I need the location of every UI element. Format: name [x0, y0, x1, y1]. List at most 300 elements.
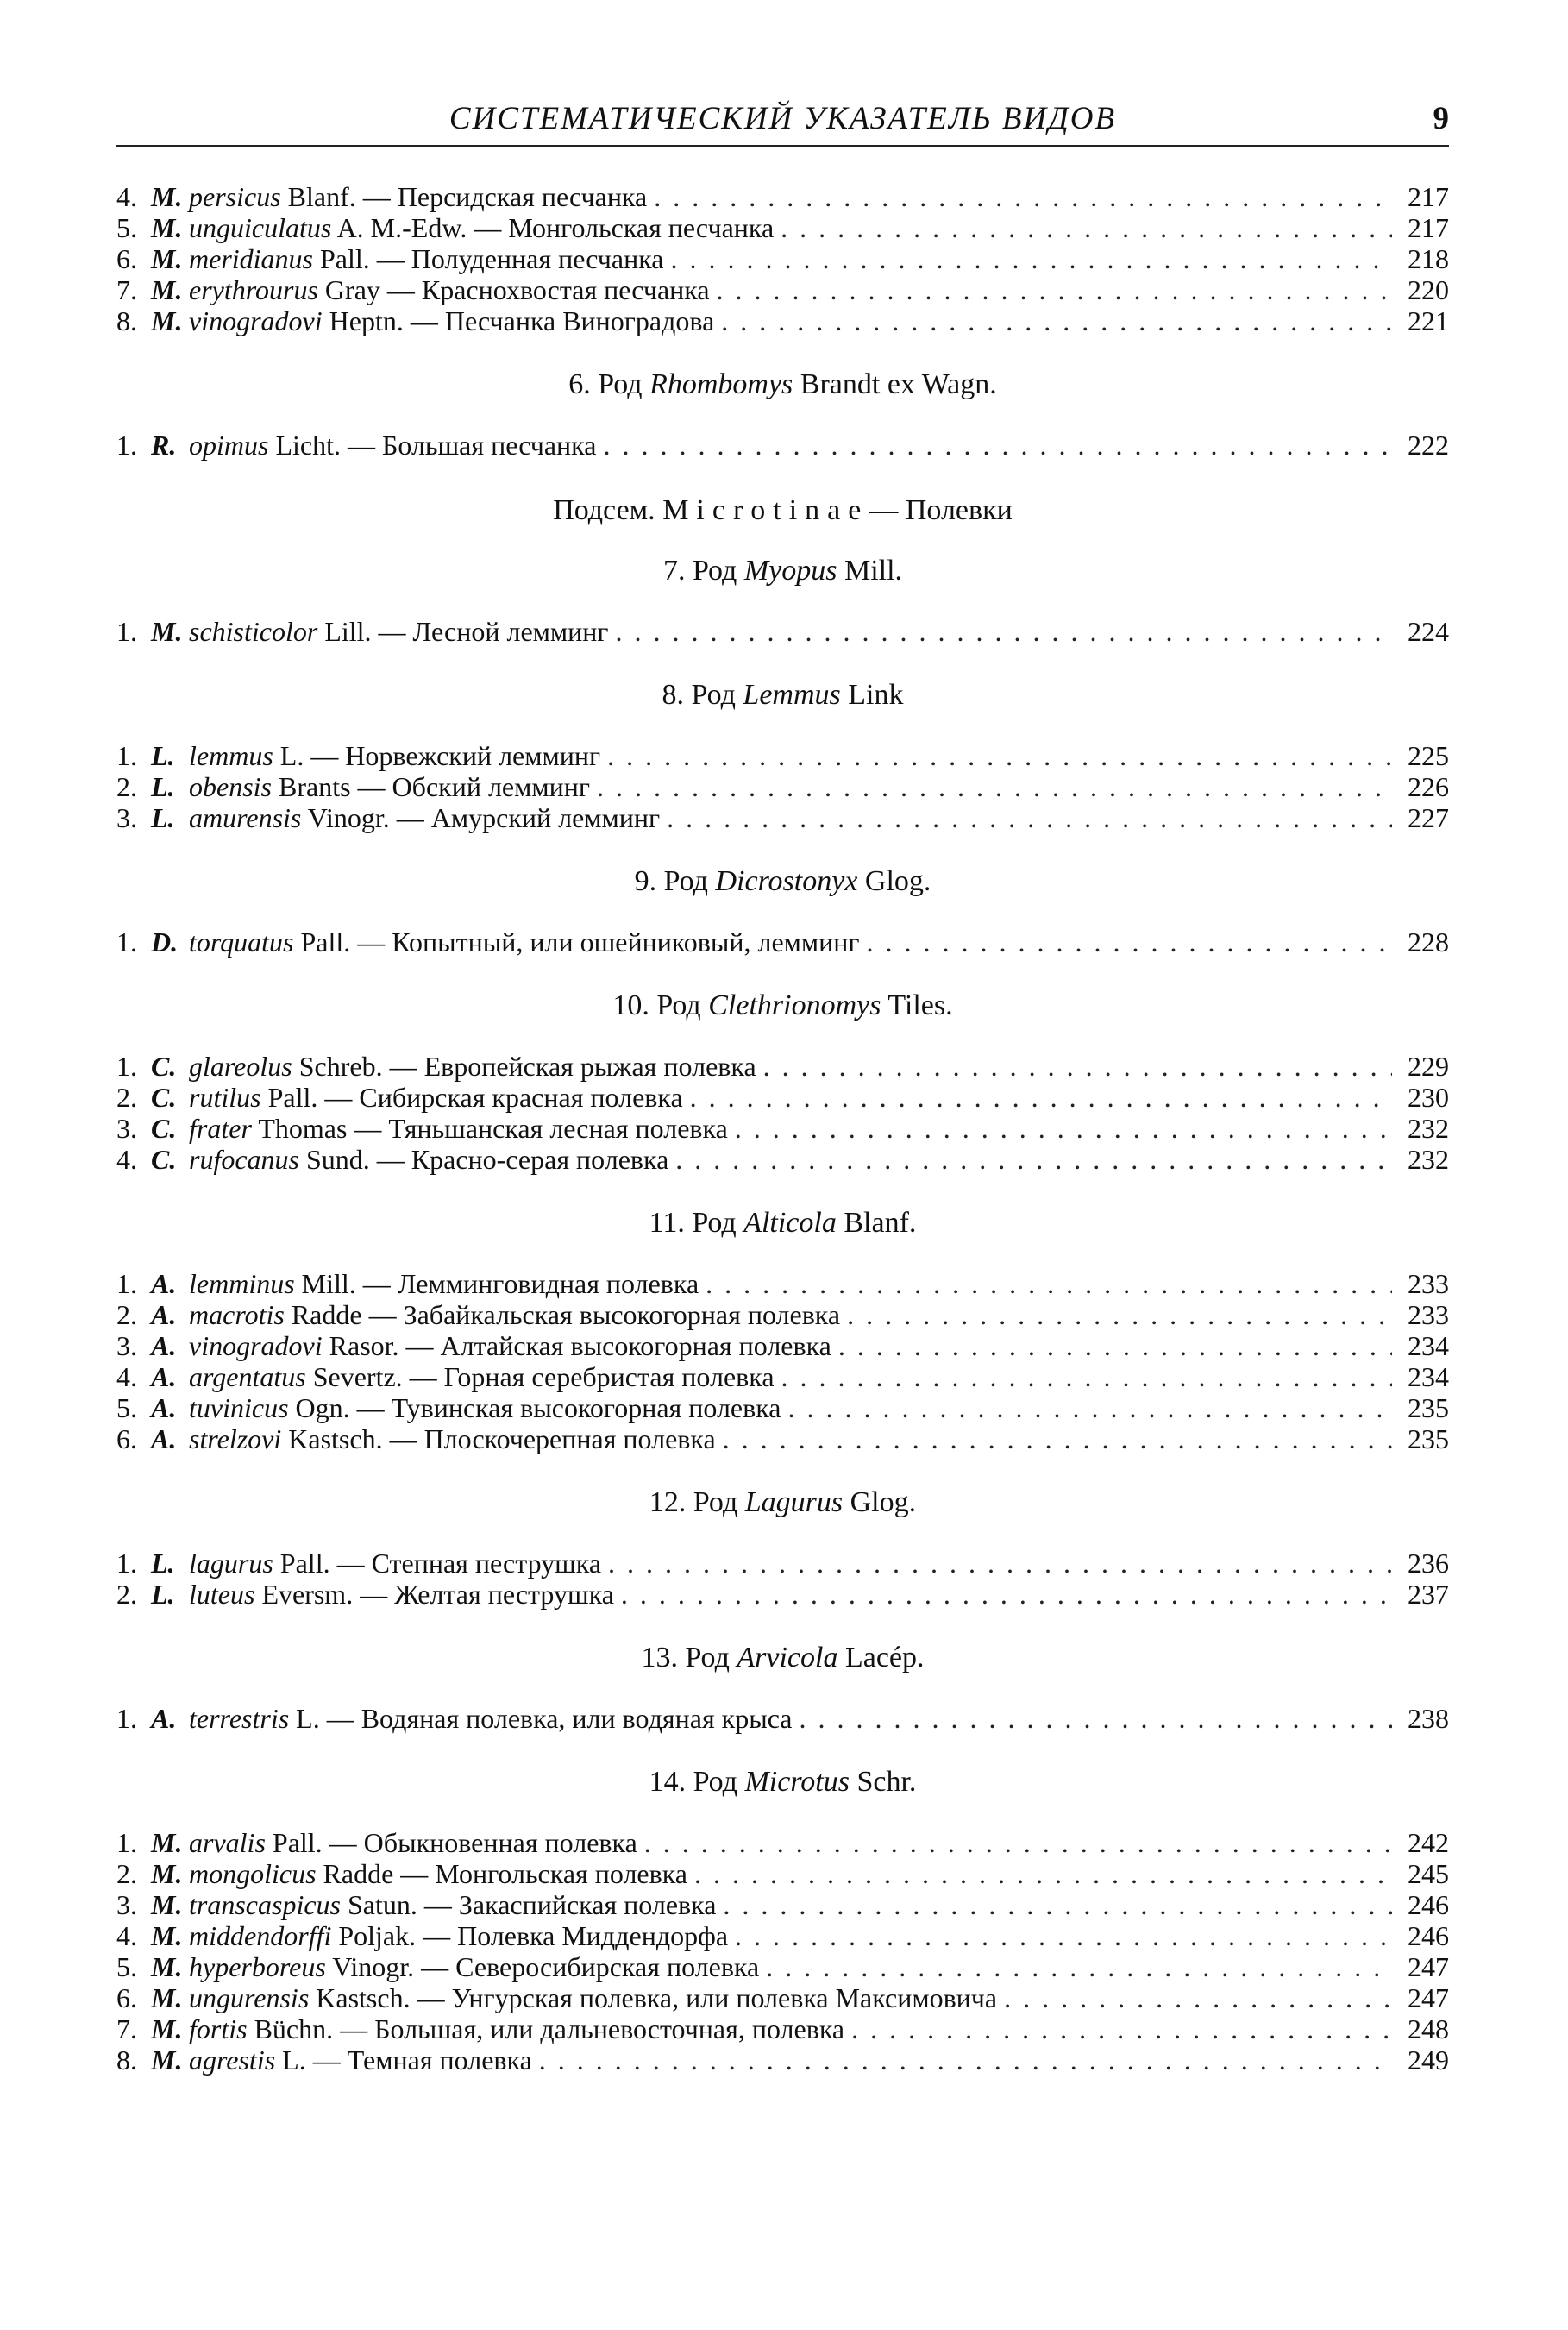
- subfamily-prefix: Подсем.: [553, 494, 655, 526]
- page-reference: 234: [1392, 1361, 1449, 1392]
- species-author: A. M.-Edw.: [336, 212, 467, 243]
- genus-name: Rhombomys: [649, 368, 793, 400]
- species-epithet: lagurus: [189, 1548, 273, 1579]
- species-epithet: terrestris: [189, 1703, 290, 1734]
- genus-abbrev: A.: [151, 1423, 177, 1454]
- species-entry: [116, 1144, 1449, 1175]
- species-epithet: luteus: [189, 1579, 255, 1610]
- species-epithet: schisticolor: [189, 616, 318, 647]
- species-epithet: argentatus: [189, 1361, 306, 1392]
- species-epithet: agrestis: [189, 2044, 276, 2076]
- entry-number: 5.: [116, 1392, 137, 1423]
- entry-text: 1. C. glareolus Schreb. — Европейская рыжая полевка: [116, 1051, 756, 1082]
- entry-number: 1.: [116, 616, 137, 647]
- entry-text: 1. M. arvalis Pall. — Обыкновенная полевка: [116, 1827, 637, 1858]
- species-author: L.: [282, 2044, 306, 2076]
- page-reference: 232: [1392, 1113, 1449, 1144]
- species-epithet: meridianus: [189, 243, 313, 274]
- common-name: Песчанка Виноградова: [444, 305, 715, 336]
- genus-abbrev: A.: [151, 1268, 177, 1299]
- page-reference: 249: [1392, 2044, 1449, 2076]
- page-reference: 227: [1392, 802, 1449, 833]
- entry-text: 5. A. tuvinicus Ogn. — Тувинская высокогорная полевка: [116, 1392, 781, 1423]
- species-epithet: lemminus: [189, 1268, 295, 1299]
- genus-abbrev: M.: [151, 212, 183, 243]
- common-name: Монгольская полевка: [435, 1858, 687, 1889]
- entry-line: [116, 1299, 1449, 1330]
- species-epithet: vinogradovi: [189, 305, 323, 336]
- species-author: Satun.: [348, 1889, 417, 1920]
- common-name: Желтая пеструшка: [394, 1579, 614, 1610]
- species-entry: [116, 802, 1449, 833]
- entry-text: 4. M. middendorffi Poljak. — Полевка Миддендорфа: [116, 1920, 729, 1951]
- entry-line: [116, 212, 1449, 243]
- entry-text: 3. M. transcaspicus Satun. — Закаспийская полевка: [116, 1889, 717, 1920]
- genus-heading: [116, 866, 1449, 897]
- species-author: L.: [279, 740, 304, 771]
- species-entry: [116, 1082, 1449, 1113]
- common-name: Тяньшанская лесная полевка: [388, 1113, 728, 1144]
- page-reference: 238: [1392, 1703, 1449, 1734]
- species-epithet: glareolus: [189, 1051, 292, 1082]
- page-reference: 218: [1392, 243, 1449, 274]
- genus-author: Link: [848, 679, 904, 711]
- genus-author: Glog.: [864, 865, 931, 897]
- entry-number: 8.: [116, 2044, 137, 2076]
- species-entry: [116, 616, 1449, 647]
- common-name: Тувинская высокогорная полевка: [391, 1392, 781, 1423]
- genus-prefix: 7. Род: [662, 555, 737, 587]
- genus-author: Lacép.: [844, 1642, 925, 1674]
- common-name: Большая песчанка: [381, 430, 597, 461]
- genus-abbrev: M.: [151, 1920, 183, 1951]
- entry-text: 3. C. frater Thomas — Тяньшанская лесная полевка: [116, 1113, 728, 1144]
- common-name: Горная серебристая полевка: [443, 1361, 775, 1392]
- common-name: Копытный, или ошейниковый, лемминг: [392, 926, 860, 958]
- genus-abbrev: M.: [151, 616, 183, 647]
- species-epithet: tuvinicus: [189, 1392, 289, 1423]
- species-entry: [116, 1392, 1449, 1423]
- species-epithet: persicus: [189, 181, 281, 212]
- species-index: [116, 181, 1449, 2076]
- entry-text: 6. M. meridianus Pall. — Полуденная песчанка: [116, 243, 664, 274]
- species-epithet: amurensis: [189, 802, 302, 833]
- common-name: Краснохвостая песчанка: [421, 274, 710, 305]
- species-author: Vinogr.: [307, 802, 390, 833]
- entry-text: 2. L. luteus Eversm. — Желтая пеструшка: [116, 1579, 614, 1610]
- genus-abbrev: M.: [151, 1858, 183, 1889]
- species-entry: [116, 274, 1449, 305]
- entry-number: 2.: [116, 771, 137, 802]
- genus-author: Glog.: [850, 1486, 917, 1518]
- species-epithet: frater: [189, 1113, 252, 1144]
- genus-abbrev: A.: [151, 1361, 177, 1392]
- species-entry: [116, 740, 1449, 771]
- page-number: 9: [1433, 101, 1449, 136]
- common-name: Монгольская песчанка: [508, 212, 775, 243]
- species-epithet: torquatus: [189, 926, 294, 958]
- species-epithet: unguiculatus: [189, 212, 332, 243]
- entry-line: [116, 1423, 1449, 1454]
- species-author: Kastsch.: [316, 1982, 411, 2013]
- species-author: Radde: [291, 1299, 362, 1330]
- species-entry: [116, 1951, 1449, 1982]
- page-reference: 233: [1392, 1299, 1449, 1330]
- common-name: Красно-серая полевка: [411, 1144, 669, 1175]
- genus-author: Brandt ex Wagn.: [800, 368, 997, 400]
- entry-number: 1.: [116, 740, 137, 771]
- common-name: Степная пеструшка: [371, 1548, 602, 1579]
- page-reference: 234: [1392, 1330, 1449, 1361]
- genus-abbrev: A.: [151, 1330, 177, 1361]
- species-author: Mill.: [301, 1268, 356, 1299]
- page-reference: 237: [1392, 1579, 1449, 1610]
- entry-text: 2. L. obensis Brants — Обский лемминг: [116, 771, 590, 802]
- species-entry: [116, 1982, 1449, 2013]
- entry-line: [116, 305, 1449, 336]
- genus-abbrev: R.: [151, 430, 177, 461]
- common-name: Лесной лемминг: [412, 616, 609, 647]
- entry-number: 6.: [116, 243, 137, 274]
- page-reference: 236: [1392, 1548, 1449, 1579]
- entry-text: 8. M. vinogradovi Heptn. — Песчанка Виноградова: [116, 305, 715, 336]
- page-reference: 246: [1392, 1889, 1449, 1920]
- entry-line: [116, 274, 1449, 305]
- genus-abbrev: M.: [151, 1982, 183, 2013]
- species-entry: [116, 1827, 1449, 1858]
- entry-text: 1. L. lemmus L. — Норвежский лемминг: [116, 740, 601, 771]
- species-entry: [116, 1113, 1449, 1144]
- entry-text: 1. R. opimus Licht. — Большая песчанка: [116, 430, 597, 461]
- genus-prefix: 8. Род: [662, 679, 736, 711]
- genus-heading: [116, 1208, 1449, 1239]
- species-entry: [116, 771, 1449, 802]
- genus-abbrev: C.: [151, 1144, 177, 1175]
- genus-abbrev: L.: [151, 802, 175, 833]
- entry-line: [116, 1268, 1449, 1299]
- genus-name: Lemmus: [743, 679, 841, 711]
- species-author: Severtz.: [312, 1361, 403, 1392]
- species-epithet: lemmus: [189, 740, 273, 771]
- genus-abbrev: L.: [151, 740, 175, 771]
- genus-name: Clethrionomys: [708, 989, 881, 1021]
- running-header: [116, 93, 1449, 147]
- species-author: Kastsch.: [288, 1423, 383, 1454]
- genus-name: Lagurus: [744, 1486, 844, 1518]
- common-name: Полуденная песчанка: [411, 243, 664, 274]
- entry-number: 2.: [116, 1082, 137, 1113]
- genus-name: Myopus: [743, 555, 837, 587]
- entry-line: [116, 2044, 1449, 2076]
- entry-line: [116, 243, 1449, 274]
- common-name: Полевка Миддендорфа: [457, 1920, 729, 1951]
- genus-name: Arvicola: [737, 1642, 838, 1674]
- genus-heading: [116, 1487, 1449, 1518]
- common-name: Забайкальская высокогорная полевка: [403, 1299, 841, 1330]
- page-reference: 221: [1392, 305, 1449, 336]
- subfamily-heading: [116, 495, 1449, 526]
- entry-line: [116, 1144, 1449, 1175]
- entry-number: 2.: [116, 1858, 137, 1889]
- species-entry: [116, 430, 1449, 461]
- entry-line: [116, 1392, 1449, 1423]
- page-reference: 230: [1392, 1082, 1449, 1113]
- genus-abbrev: M.: [151, 243, 183, 274]
- page-reference: 246: [1392, 1920, 1449, 1951]
- entry-line: [116, 1113, 1449, 1144]
- genus-name: Dicrostonyx: [715, 865, 858, 897]
- genus-abbrev: M.: [151, 1951, 183, 1982]
- genus-abbrev: A.: [151, 1392, 177, 1423]
- species-author: Radde: [323, 1858, 394, 1889]
- genus-heading: [116, 369, 1449, 400]
- entry-line: [116, 1982, 1449, 2013]
- entry-text: 1. A. lemminus Mill. — Леммингoвидная полевка: [116, 1268, 699, 1299]
- entry-line: [116, 1951, 1449, 1982]
- common-name: Большая, или дальневосточная, полевка: [374, 2013, 845, 2044]
- species-author: Blanf.: [287, 181, 356, 212]
- entry-line: [116, 1703, 1449, 1734]
- genus-author: Schr.: [856, 1766, 917, 1798]
- species-entry: [116, 1361, 1449, 1392]
- species-author: Pall.: [272, 1827, 323, 1858]
- common-name: Северосибирская полевка: [455, 1951, 760, 1982]
- entry-text: 2. M. mongolicus Radde — Монгольская полевка: [116, 1858, 687, 1889]
- genus-abbrev: C.: [151, 1051, 177, 1082]
- entry-text: 4. M. persicus Blanf. — Персидская песчанка: [116, 181, 648, 212]
- species-author: L.: [296, 1703, 320, 1734]
- entry-number: 4.: [116, 1920, 137, 1951]
- page-reference: 228: [1392, 926, 1449, 958]
- entry-line: [116, 616, 1449, 647]
- page-reference: 222: [1392, 430, 1449, 461]
- species-epithet: macrotis: [189, 1299, 285, 1330]
- entry-line: [116, 1082, 1449, 1113]
- entry-line: [116, 1548, 1449, 1579]
- species-epithet: hyperboreus: [189, 1951, 326, 1982]
- genus-abbrev: M.: [151, 181, 183, 212]
- species-epithet: strelzovi: [189, 1423, 282, 1454]
- genus-abbrev: L.: [151, 1548, 175, 1579]
- entry-number: 3.: [116, 802, 137, 833]
- species-epithet: mongolicus: [189, 1858, 317, 1889]
- entry-line: [116, 1889, 1449, 1920]
- page-reference: 242: [1392, 1827, 1449, 1858]
- entry-number: 1.: [116, 1268, 137, 1299]
- page-reference: 225: [1392, 740, 1449, 771]
- entry-number: 1.: [116, 926, 137, 958]
- species-entry: [116, 212, 1449, 243]
- page-reference: 232: [1392, 1144, 1449, 1175]
- entry-text: 7. M. fortis Büchn. — Большая, или дальневосточная, полевка: [116, 2013, 845, 2044]
- entry-number: 2.: [116, 1299, 137, 1330]
- common-name: Норвежский лемминг: [345, 740, 601, 771]
- subfamily-common: — Полевки: [869, 494, 1013, 526]
- genus-abbrev: C.: [151, 1113, 177, 1144]
- entry-number: 4.: [116, 1361, 137, 1392]
- genus-heading: [116, 990, 1449, 1021]
- species-entry: [116, 1858, 1449, 1889]
- entry-text: 2. A. macrotis Radde — Забайкальская высокогорная полевка: [116, 1299, 841, 1330]
- entry-line: [116, 1920, 1449, 1951]
- entry-text: 4. C. rufocanus Sund. — Красно-серая полевка: [116, 1144, 669, 1175]
- entry-text: 6. A. strelzovi Kastsch. — Плоскочерепная полевка: [116, 1423, 716, 1454]
- entry-number: 8.: [116, 305, 137, 336]
- species-author: Heptn.: [329, 305, 404, 336]
- species-epithet: arvalis: [189, 1827, 266, 1858]
- page-reference: 245: [1392, 1858, 1449, 1889]
- genus-abbrev: M.: [151, 305, 183, 336]
- genus-prefix: 12. Род: [649, 1486, 738, 1518]
- page-reference: 248: [1392, 2013, 1449, 2044]
- species-author: Gray: [324, 274, 380, 305]
- species-entry: [116, 243, 1449, 274]
- common-name: Плоскочерепная полевка: [423, 1423, 716, 1454]
- entry-line: [116, 1361, 1449, 1392]
- species-author: Sund.: [306, 1144, 370, 1175]
- entry-number: 1.: [116, 430, 137, 461]
- genus-name: Alticola: [743, 1207, 837, 1239]
- entry-text: 1. D. torquatus Pall. — Копытный, или ошейниковый, лемминг: [116, 926, 860, 958]
- genus-prefix: 6. Род: [568, 368, 643, 400]
- species-entry: [116, 2013, 1449, 2044]
- entry-number: 3.: [116, 1330, 137, 1361]
- genus-abbrev: M.: [151, 1889, 183, 1920]
- genus-abbrev: M.: [151, 2013, 183, 2044]
- species-epithet: erythrourus: [189, 274, 318, 305]
- species-entry: [116, 1423, 1449, 1454]
- entry-text: 6. M. ungurensis Kastsch. — Унгурская полевка, или полевка Максимовича: [116, 1982, 998, 2013]
- page-reference: 247: [1392, 1982, 1449, 2013]
- genus-abbrev: A.: [151, 1703, 177, 1734]
- page-reference: 217: [1392, 181, 1449, 212]
- header-title: СИСТЕМАТИЧЕСКИЙ УКАЗАТЕЛЬ ВИДОВ: [448, 101, 1117, 136]
- entry-text: 5. M. unguiculatus A. M.-Edw. — Монгольская песчанка: [116, 212, 775, 243]
- species-epithet: middendorffi: [189, 1920, 332, 1951]
- species-entry: [116, 926, 1449, 958]
- entry-number: 1.: [116, 1051, 137, 1082]
- entry-number: 6.: [116, 1982, 137, 2013]
- entry-number: 1.: [116, 1548, 137, 1579]
- entry-line: [116, 1858, 1449, 1889]
- genus-prefix: 9. Род: [634, 865, 708, 897]
- species-author: Schreb.: [298, 1051, 383, 1082]
- species-author: Poljak.: [338, 1920, 417, 1951]
- common-name: Персидская песчанка: [397, 181, 648, 212]
- genus-author: Tiles.: [887, 989, 953, 1021]
- entry-line: [116, 1827, 1449, 1858]
- species-entry: [116, 1051, 1449, 1082]
- entry-number: 6.: [116, 1423, 137, 1454]
- genus-prefix: 10. Род: [612, 989, 701, 1021]
- common-name: Обский лемминг: [392, 771, 590, 802]
- species-entry: [116, 305, 1449, 336]
- common-name: Амурский лемминг: [430, 802, 661, 833]
- entry-line: [116, 1579, 1449, 1610]
- entry-line: [116, 740, 1449, 771]
- common-name: Водяная полевка, или водяная крыса: [361, 1703, 793, 1734]
- entry-number: 1.: [116, 1827, 137, 1858]
- entry-line: [116, 802, 1449, 833]
- species-entry: [116, 1548, 1449, 1579]
- entry-text: 5. M. hyperboreus Vinogr. — Северосибирская полевка: [116, 1951, 760, 1982]
- common-name: Европейская рыжая полевка: [423, 1051, 756, 1082]
- entry-text: 3. L. amurensis Vinogr. — Амурский лемминг: [116, 802, 661, 833]
- common-name: Темная полевка: [347, 2044, 532, 2076]
- genus-abbrev: D.: [151, 926, 179, 958]
- genus-abbrev: M.: [151, 274, 183, 305]
- entry-number: 4.: [116, 181, 137, 212]
- entry-text: 8. M. agrestis L. — Темная полевка: [116, 2044, 532, 2076]
- page-reference: 247: [1392, 1951, 1449, 1982]
- species-author: Pall.: [267, 1082, 318, 1113]
- common-name: Леммингoвидная полевка: [397, 1268, 699, 1299]
- genus-abbrev: L.: [151, 771, 175, 802]
- genus-abbrev: A.: [151, 1299, 177, 1330]
- species-author: Büchn.: [254, 2013, 334, 2044]
- genus-heading: [116, 556, 1449, 587]
- species-entry: [116, 1330, 1449, 1361]
- subfamily-name: Microtinae: [662, 494, 869, 526]
- species-entry: [116, 181, 1449, 212]
- entry-text: 2. C. rutilus Pall. — Сибирская красная полевка: [116, 1082, 683, 1113]
- species-epithet: rufocanus: [189, 1144, 299, 1175]
- entry-number: 5.: [116, 1951, 137, 1982]
- entry-text: 3. A. vinogradovi Rasor. — Алтайская высокогорная полевка: [116, 1330, 831, 1361]
- entry-line: [116, 1051, 1449, 1082]
- genus-prefix: 13. Род: [641, 1642, 730, 1674]
- species-entry: [116, 1299, 1449, 1330]
- species-author: Vinogr.: [332, 1951, 415, 1982]
- entry-number: 3.: [116, 1889, 137, 1920]
- entry-line: [116, 771, 1449, 802]
- species-author: Licht.: [275, 430, 341, 461]
- entry-line: [116, 2013, 1449, 2044]
- genus-name: Microtus: [744, 1766, 850, 1798]
- common-name: Сибирская красная полевка: [359, 1082, 683, 1113]
- species-author: Pall.: [279, 1548, 330, 1579]
- species-author: Thomas: [258, 1113, 348, 1144]
- species-author: Ogn.: [295, 1392, 350, 1423]
- entry-text: 1. M. schisticolor Lill. — Лесной лемминг: [116, 616, 609, 647]
- entry-text: 1. A. terrestris L. — Водяная полевка, или водяная крыса: [116, 1703, 793, 1734]
- page-reference: 235: [1392, 1392, 1449, 1423]
- species-entry: [116, 1579, 1449, 1610]
- species-author: Eversm.: [261, 1579, 354, 1610]
- common-name: Унгурская полевка, или полевка Максимовича: [451, 1982, 998, 2013]
- genus-author: Mill.: [844, 555, 903, 587]
- common-name: Закаспийская полевка: [458, 1889, 717, 1920]
- genus-heading: [116, 1767, 1449, 1798]
- page-reference: 233: [1392, 1268, 1449, 1299]
- entry-text: 4. A. argentatus Severtz. — Горная серебристая полевка: [116, 1361, 775, 1392]
- entry-number: 3.: [116, 1113, 137, 1144]
- entry-line: [116, 926, 1449, 958]
- species-epithet: opimus: [189, 430, 269, 461]
- species-epithet: transcaspicus: [189, 1889, 341, 1920]
- species-entry: [116, 2044, 1449, 2076]
- entry-number: 4.: [116, 1144, 137, 1175]
- species-author: Brants: [279, 771, 351, 802]
- species-author: Pall.: [320, 243, 370, 274]
- entry-number: 7.: [116, 274, 137, 305]
- species-epithet: rutilus: [189, 1082, 261, 1113]
- entry-text: 7. M. erythrourus Gray — Краснохвостая песчанка: [116, 274, 710, 305]
- species-entry: [116, 1268, 1449, 1299]
- common-name: Алтайская высокогорная полевка: [440, 1330, 831, 1361]
- species-epithet: vinogradovi: [189, 1330, 323, 1361]
- genus-abbrev: M.: [151, 1827, 183, 1858]
